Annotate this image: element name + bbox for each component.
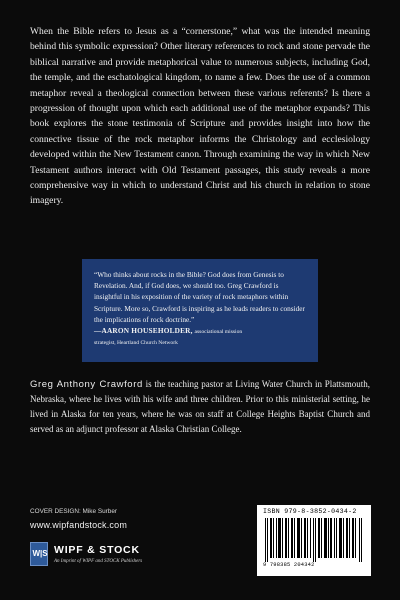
publisher-imprint [30, 542, 230, 572]
author-bio [30, 377, 370, 437]
endorsement-box [82, 259, 318, 362]
isbn-barcode [257, 505, 371, 576]
author-bio-text: is the teaching pastor at Living Water Church in Plattsmouth, Nebraska, where he lives with his wife and three children. Prior to this ministerial setting, he lived in Alaska for ten years, where he was on staff at College Heights Baptist Church and served as an adjunct professor at Alaska Christian College. [30, 379, 370, 434]
publisher-logo-text: W|S [32, 549, 48, 558]
endorsement-attribution [94, 326, 308, 347]
publisher-name: WIPF & STOCK [54, 544, 140, 556]
publisher-logo-icon [30, 542, 48, 566]
endorser-role: associational mission [194, 329, 243, 336]
barcode-number: 9 798385 204342 [263, 562, 315, 568]
isbn-label: ISBN 979-8-3852-0434-2 [263, 508, 357, 515]
endorsement-quote: “Who thinks about rocks in the Bible? God does from Genesis to Revelation. And, if God does, we should too. Greg Crawford is insightful in his exposition of the variety of rock metaphors within Scripture. More so, Crawford is inspiring as he leads readers to consider the implications of rock doctrine.” [94, 270, 305, 324]
back-cover-blurb: When the Bible refers to Jesus as a “cornerstone,” what was the intended meaning behind this symbolic expression? Other literary references to rock and stone pervade the biblical narrative and provide metaphorical value to numerous subjects, including God, the temple, and the eschatological kingdom, to name a few. Does the use of a common metaphor reveal a theological connection between these various referents? Is there a progression of thought upon which each additional use of the metaphor expands? This book explores the stone testimonia of Scripture and provides insight into how the connective tissue of the rock metaphor informs the Christology and ecclesiology developed within the New Testament canon. Through examining the way in which New Testament authors interact with Old Testament passages, this study reveals a more comprehensive way in which to understand Christ and his church in relation to stone imagery. [30, 26, 370, 207]
publisher-tagline: An Imprint of WIPF and STOCK Publishers [54, 559, 143, 564]
endorser-name: —AARON HOUSEHOLDER, [94, 326, 193, 336]
author-name: Greg Anthony Crawford [30, 379, 143, 390]
cover-design-credit: COVER DESIGN: Mike Surber [30, 508, 118, 515]
barcode-bars-icon [263, 518, 365, 562]
publisher-website: www.wipfandstock.com [30, 520, 128, 530]
endorser-role-cont: strategist, Heartland Church Network [94, 339, 178, 346]
